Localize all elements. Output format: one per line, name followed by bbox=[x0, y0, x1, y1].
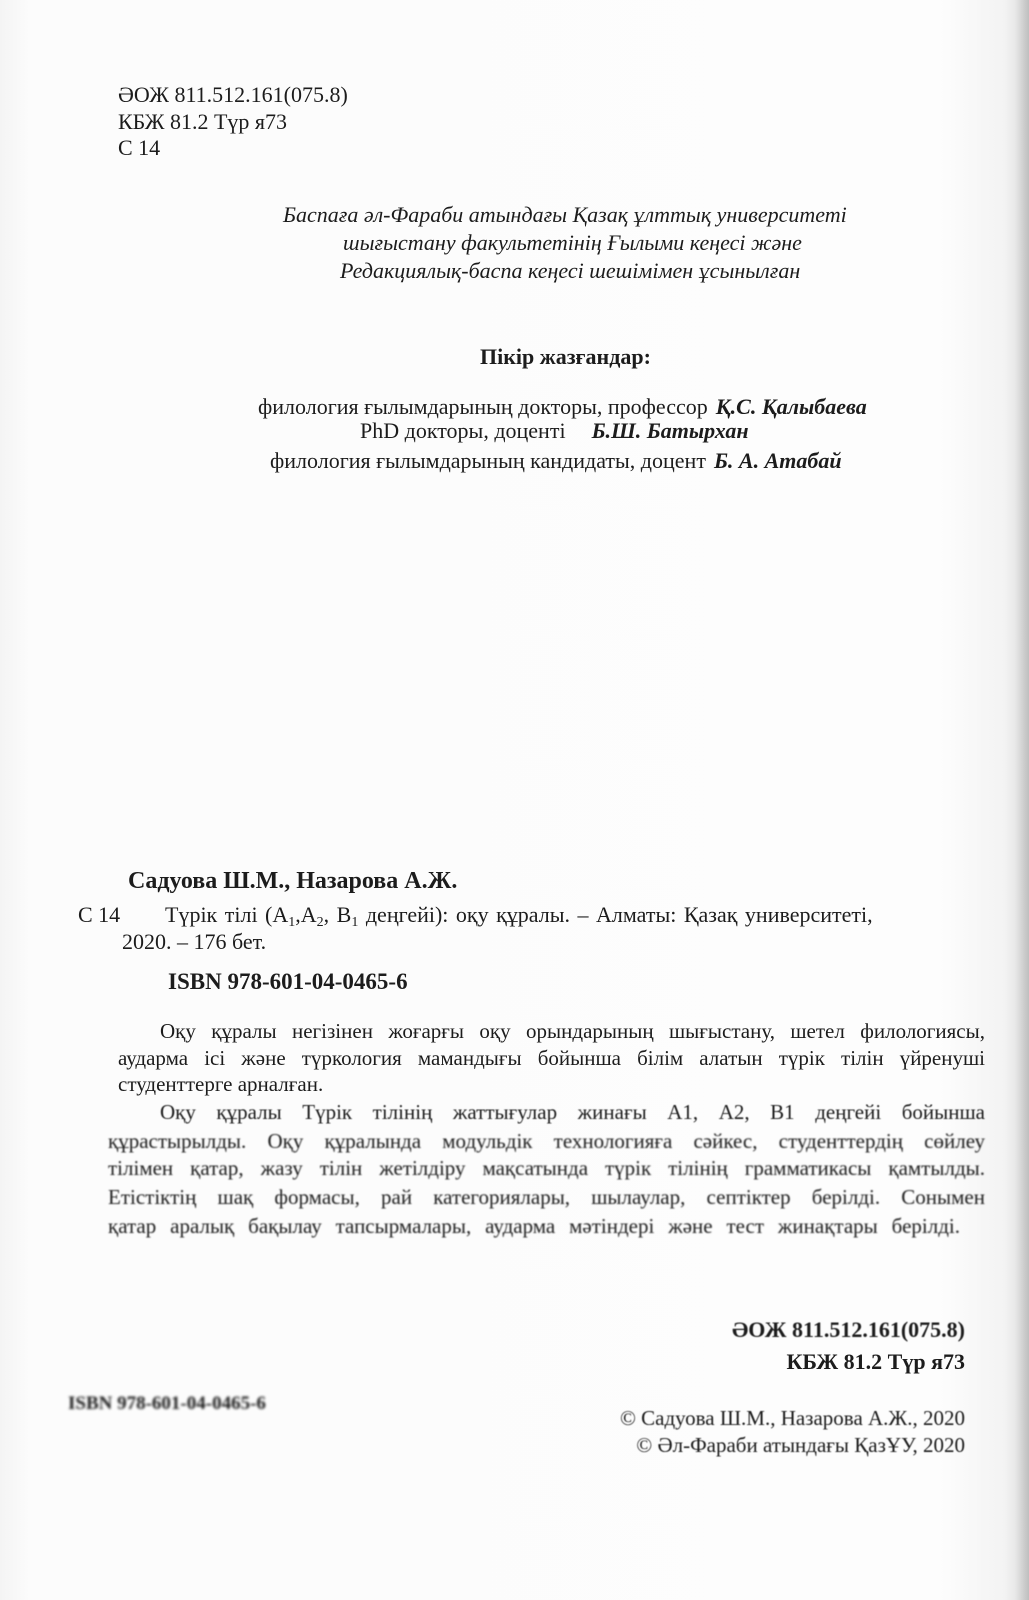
abstract-line: қатар аралық бақылау тапсырмалары, аударма мәтіндері және тест жинақтары берілді. bbox=[108, 1214, 960, 1238]
recommendation-line-3: Редакциялық-баспа кеңесі шешімімен ұсынылған bbox=[340, 258, 801, 283]
reviewers-heading: Пікір жазғандар: bbox=[480, 344, 651, 369]
abstract-line: аударма ісі және түркология мамандығы бойынша білім алатын түрік тілін үйренуші bbox=[118, 1046, 985, 1070]
reviewer-name: Қ.С. Қалыбаева bbox=[715, 394, 867, 419]
abstract-line: тілімен қатар, жазу тілін жетілдіру мақсатында түрік тілінің грамматикасы қамтылды. bbox=[108, 1156, 985, 1180]
abstract-line: Оқу құралы негізінен жоғарғы оқу орындарының шығыстану, шетел филологиясы, bbox=[160, 1019, 985, 1043]
footer-bbk: КБЖ 81.2 Түр я73 bbox=[786, 1349, 965, 1374]
reviewer-row bbox=[360, 418, 749, 444]
reviewer-role: PhD докторы, доценті bbox=[360, 418, 566, 443]
reviewer-name: Б.Ш. Батырхан bbox=[591, 418, 749, 443]
catalog-isbn: ISBN 978-601-04-0465-6 bbox=[168, 969, 408, 994]
header-bbk: КБЖ 81.2 Түр я73 bbox=[118, 109, 288, 134]
footer-copyright-publisher: © Әл-Фараби атындағы ҚазҰУ, 2020 bbox=[636, 1433, 965, 1457]
abstract-line: студенттерге арналған. bbox=[118, 1072, 324, 1096]
reviewer-row bbox=[258, 394, 867, 420]
catalog-authors: Садуова Ш.М., Назарова А.Ж. bbox=[128, 868, 458, 894]
footer-isbn: ISBN 978-601-04-0465-6 bbox=[68, 1393, 266, 1414]
recommendation-line-1: Баспаға әл-Фараби атындағы Қазақ ұлттық университеті bbox=[283, 202, 847, 227]
catalog-title: Түрік тілі ($А_1,А_2$, $В_1$ деңгейі): оқу құралы. – Алматы: Қазақ университеті, bbox=[165, 902, 873, 930]
reviewer-row bbox=[270, 448, 842, 474]
header-udc: ӘОЖ 811.512.161(075.8) bbox=[118, 82, 348, 107]
recommendation-line-2: шығыстану факультетінің Ғылыми кеңесі және bbox=[343, 230, 802, 255]
footer-udc: ӘОЖ 811.512.161(075.8) bbox=[731, 1317, 965, 1342]
abstract-line: құрастырылды. Оқу құралында модульдік технологияға сәйкес, студенттердің сөйлеу bbox=[108, 1129, 985, 1153]
reviewer-role: филология ғылымдарының кандидаты, доцент bbox=[270, 448, 706, 473]
reviewer-role: филология ғылымдарының докторы, профессор bbox=[258, 394, 708, 419]
catalog-mark: С 14 bbox=[78, 902, 121, 927]
reviewer-name: Б. А. Атабай bbox=[713, 448, 842, 473]
abstract-line: Етістіктің шақ формасы, рай категориялары, шылаулар, септіктер берілді. Сонымен bbox=[108, 1185, 985, 1209]
header-author-mark: С 14 bbox=[118, 135, 161, 160]
catalog-year-pages: 2020. – 176 бет. bbox=[122, 929, 267, 954]
abstract-line: Оқу құралы Түрік тілінің жаттығулар жинағы А1, А2, В1 деңгейі бойынша bbox=[160, 1100, 985, 1124]
footer-copyright-authors: © Садуова Ш.М., Назарова А.Ж., 2020 bbox=[619, 1406, 965, 1430]
page-edge-shadow bbox=[1015, 0, 1029, 1600]
